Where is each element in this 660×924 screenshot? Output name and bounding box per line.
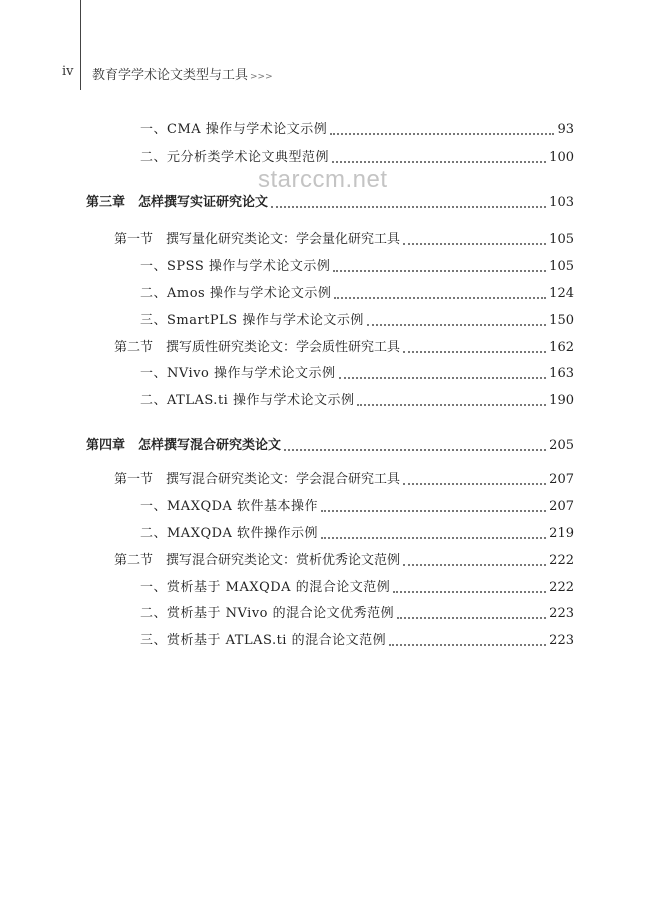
page-number: iv (62, 64, 74, 79)
dot-leader (403, 483, 546, 485)
dot-leader (332, 161, 546, 163)
toc-entry-title: 第一节 撰写量化研究类论文：学会量化研究工具 (114, 232, 401, 247)
toc-entry-page: 222 (549, 553, 574, 568)
toc-entry-page: 190 (549, 393, 574, 408)
toc-entry-page: 105 (549, 232, 574, 247)
toc-entry[interactable] (140, 311, 574, 331)
toc-entry-title: 二、赏析基于 NVivo 的混合论文优秀范例 (140, 606, 395, 621)
toc-chapter[interactable] (86, 436, 574, 456)
toc-entry-page: 100 (549, 150, 574, 165)
toc-entry-title: 第二节 撰写质性研究类论文：学会质性研究工具 (114, 340, 401, 355)
toc-entry-title: 第四章 怎样撰写混合研究类论文 (86, 438, 282, 453)
toc-entry-page: 205 (549, 438, 574, 453)
book-title: 教育学学术论文类型与工具 (92, 68, 249, 83)
dot-leader (397, 617, 546, 619)
toc-entry-title: 第三章 怎样撰写实证研究论文 (86, 195, 269, 210)
toc-entry-page: 207 (549, 499, 574, 514)
toc-entry[interactable] (140, 631, 574, 651)
toc-entry-title: 二、ATLAS.ti 操作与学术论文示例 (140, 393, 355, 408)
dot-leader (393, 591, 546, 593)
toc-entry[interactable] (140, 120, 574, 140)
dot-leader (334, 297, 546, 299)
toc-entry-title: 二、MAXQDA 软件操作示例 (140, 526, 319, 541)
toc-entry[interactable] (140, 364, 574, 384)
header-decoration: >>> (250, 72, 273, 82)
toc-chapter[interactable] (86, 193, 574, 213)
dot-leader (284, 449, 546, 451)
toc-section[interactable] (114, 470, 574, 490)
dot-leader (321, 510, 546, 512)
toc-entry[interactable] (140, 497, 574, 517)
toc-entry-title: 一、赏析基于 MAXQDA 的混合论文范例 (140, 580, 391, 595)
toc-entry-page: 207 (549, 472, 574, 487)
toc-entry-title: 一、CMA 操作与学术论文示例 (140, 122, 328, 137)
toc-entry-page: 222 (549, 580, 574, 595)
toc-entry-title: 二、Amos 操作与学术论文示例 (140, 286, 332, 301)
toc-entry-page: 124 (549, 286, 574, 301)
toc-entry-page: 162 (549, 340, 574, 355)
toc-entry[interactable] (140, 284, 574, 304)
toc-entry[interactable] (140, 578, 574, 598)
toc-entry-page: 93 (557, 122, 574, 137)
toc-entry-page: 105 (549, 259, 574, 274)
toc-entry-title: 三、SmartPLS 操作与学术论文示例 (140, 313, 364, 328)
toc-entry-title: 一、MAXQDA 软件基本操作 (140, 499, 319, 514)
dot-leader (271, 206, 546, 208)
dot-leader (357, 404, 546, 406)
dot-leader (339, 377, 547, 379)
dot-leader (389, 644, 546, 646)
toc-entry[interactable] (140, 257, 574, 277)
toc-entry[interactable] (140, 148, 574, 168)
toc-entry-title: 二、元分析类学术论文典型范例 (140, 150, 330, 165)
toc-section[interactable] (114, 230, 574, 250)
toc-entry[interactable] (140, 524, 574, 544)
toc-entry-title: 一、NVivo 操作与学术论文示例 (140, 366, 336, 381)
toc-section[interactable] (114, 551, 574, 571)
toc-entry-page: 103 (549, 195, 574, 210)
toc-entry-title: 第二节 撰写混合研究类论文：赏析优秀论文范例 (114, 553, 401, 568)
toc-entry-page: 223 (549, 633, 574, 648)
toc-entry-page: 150 (549, 313, 574, 328)
dot-leader (403, 564, 546, 566)
toc-section[interactable] (114, 338, 574, 358)
toc-entry-title: 三、赏析基于 ATLAS.ti 的混合论文范例 (140, 633, 387, 648)
toc-entry-page: 223 (549, 606, 574, 621)
dot-leader (403, 351, 546, 353)
dot-leader (321, 537, 546, 539)
dot-leader (367, 324, 546, 326)
toc-entry-title: 第一节 撰写混合研究类论文：学会混合研究工具 (114, 472, 401, 487)
toc-entry-page: 219 (549, 526, 574, 541)
dot-leader (403, 243, 546, 245)
dot-leader (333, 270, 546, 272)
dot-leader (330, 133, 554, 135)
toc-entry[interactable] (140, 604, 574, 624)
watermark: starccm.net (258, 166, 388, 193)
toc-entry[interactable] (140, 391, 574, 411)
toc-entry-page: 163 (549, 366, 574, 381)
toc-entry-title: 一、SPSS 操作与学术论文示例 (140, 259, 331, 274)
